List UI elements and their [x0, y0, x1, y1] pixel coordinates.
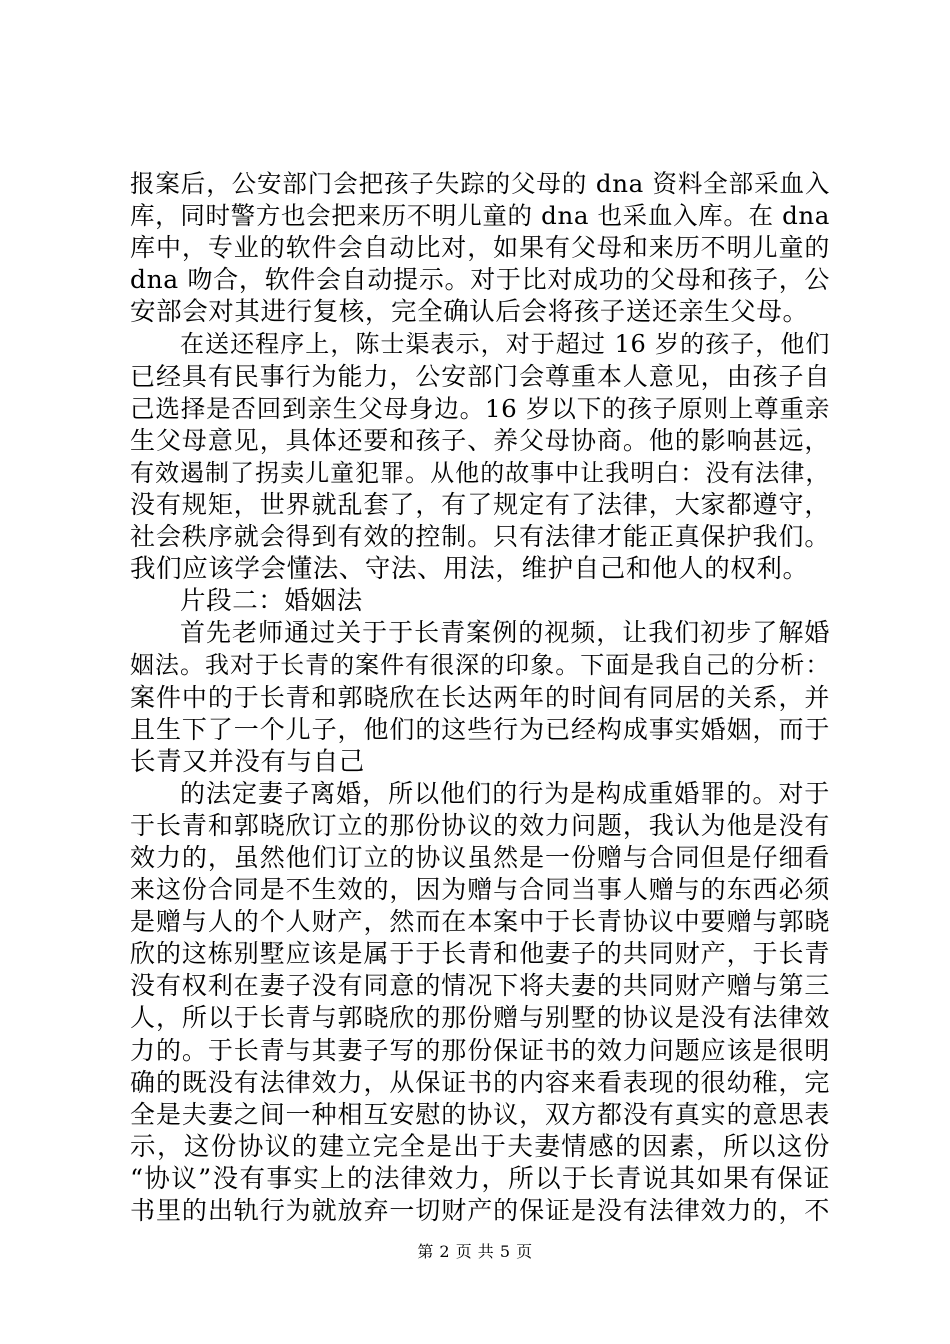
text-line: 书里的出轨行为就放弃一切财产的保证是没有法律效力的，不	[130, 1196, 830, 1225]
text-line: 报案后，公安部门会把孩子失踪的父母的 dna 资料全部采血入	[130, 169, 830, 198]
text-line: 生父母意见，具体还要和孩子、养父母协商。他的影响甚远，	[130, 425, 830, 455]
text-line: 首先老师通过关于于长青案例的视频，让我们初步了解婚	[180, 618, 830, 648]
text-line: 长青又并没有与自己	[130, 746, 365, 777]
text-line: 己选择是否回到亲生父母身边。16 岁以下的孩子原则上尊重亲	[130, 393, 830, 423]
text-line: 力的。于长青与其妻子写的那份保证书的效力问题应该是很明	[130, 1035, 830, 1065]
text-line: “协议”没有事实上的法律效力，所以于长青说其如果有保证	[130, 1163, 830, 1194]
text-line: 有效遏制了拐卖儿童犯罪。从他的故事中让我明白：没有法律，	[130, 458, 830, 487]
text-line: 示，这份协议的建立完全是出于夫妻情感的因素，所以这份	[130, 1131, 830, 1162]
text-line: 安部会对其进行复核，完全确认后会将孩子送还亲生父母。	[130, 297, 809, 328]
text-line: 全是夫妻之间一种相互安慰的协议，双方都没有真实的意思表	[130, 1099, 830, 1129]
text-line: 在送还程序上，陈士渠表示，对于超过 16 岁的孩子，他们	[180, 330, 830, 359]
text-line: dna 吻合，软件会自动提示。对于比对成功的父母和孩子，公	[130, 265, 830, 295]
text-line: 效力的，虽然他们订立的协议虽然是一份赠与合同但是仔细看	[130, 842, 830, 872]
page-number-footer: 第 2 页 共 5 页	[417, 1242, 533, 1261]
text-line: 姻法。我对于长青的案件有很深的印象。下面是我自己的分析：	[130, 651, 830, 680]
text-line: 确的既没有法律效力，从保证书的内容来看表现的很幼稚，完	[130, 1067, 830, 1097]
text-line: 欣的这栋别墅应该是属于于长青和他妻子的共同财产，于长青	[130, 939, 830, 969]
text-line: 已经具有民事行为能力，公安部门会尊重本人意见，由孩子自	[130, 361, 830, 391]
text-line: 来这份合同是不生效的，因为赠与合同当事人赠与的东西必须	[130, 875, 830, 905]
text-line: 没有规矩，世界就乱套了，有了规定有了法律，大家都遵守，	[130, 489, 830, 519]
document-body	[130, 168, 830, 1227]
text-line: 我们应该学会懂法、守法、用法，维护自己和他人的权利。	[130, 554, 809, 585]
text-line: 于长青和郭晓欣订立的那份协议的效力问题，我认为他是没有	[130, 810, 830, 840]
text-line: 没有权利在妻子没有同意的情况下将夫妻的共同财产赠与第三	[130, 971, 830, 1001]
text-line: 是赠与人的个人财产，然而在本案中于长青协议中要赠与郭晓	[130, 907, 830, 937]
text-line: 案件中的于长青和郭晓欣在长达两年的时间有同居的关系，并	[130, 682, 830, 712]
text-line: 人，所以于长青与郭晓欣的那份赠与别墅的协议是没有法律效	[130, 1003, 830, 1033]
text-line: 社会秩序就会得到有效的控制。只有法律才能正真保护我们。	[130, 522, 830, 552]
text-line: 库，同时警方也会把来历不明儿童的 dna 也采血入库。在 dna	[130, 201, 830, 231]
text-line: 且生下了一个儿子，他们的这些行为已经构成事实婚姻，而于	[130, 714, 830, 744]
text-line: 库中，专业的软件会自动比对，如果有父母和来历不明儿童的	[130, 233, 830, 263]
text-line: 的法定妻子离婚，所以他们的行为是构成重婚罪的。对于	[180, 778, 830, 808]
text-line: 片段二：婚姻法	[180, 586, 363, 617]
